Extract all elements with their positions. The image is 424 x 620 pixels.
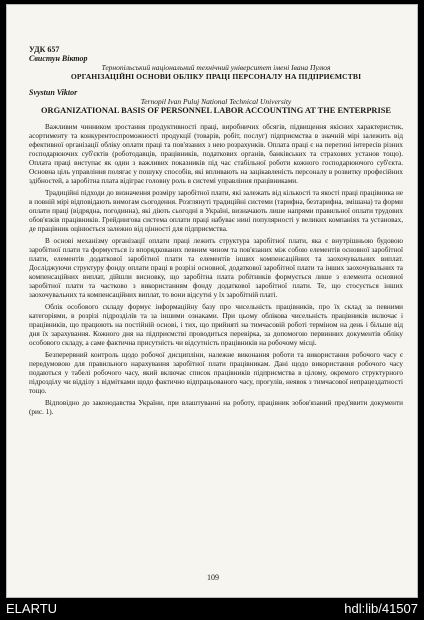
repository-name: ELARTU bbox=[6, 601, 58, 616]
paper-page bbox=[6, 4, 418, 598]
body-paragraph: Облік особового складу формує інформаційну базу про чисельність працівників, про їх склад за певними категоріями, в розрізі підрозділів та за іншими ознаками. При цьому облікова чисельність працівників включає і працівників, що працюють на постійній основі, і тих, що прийняті на тимчасовій роботі терміном на день і більше від дня їх зарахування. Кожного дня на підприємстві проводиться перевірка, за допомогою первинних документів обліку особового складу, а саме фактична присутність чи відсутність працівників на робочому місці. bbox=[29, 302, 403, 347]
body-paragraph: Відповідно до законодавства України, при влаштуванні на роботу, працівник зобов'язаний пред'явити документи (рис. 1). bbox=[29, 398, 403, 416]
title-en: ORGANIZATIONAL BASIS OF PERSONNEL LABOR ACCOUNTING AT THE ENTERPRISE bbox=[41, 106, 391, 115]
handle-id: hdl:lib/41507 bbox=[344, 601, 418, 616]
article-content bbox=[29, 45, 403, 417]
body-paragraph: Традиційні підходи до визначення розміру заробітної плати, які залежать від кількості та якості праці працівника не в повній мірі відповідають вимогам сьогодення. Розглянуті традиційні системи (тарифна, безтарифна, змішана) та форми оплати праці (відрядна, погодинна), які діють сьогодні в Україні, визначають лише напрями правильної оплати трудових обов'язків працівників. Грейдингова система оплати праці набуває нині популярності у великих компаніях та установах, де працівник оцінюється залежно від цінності для підприємства. bbox=[29, 188, 403, 233]
body-paragraph: Безперервний контроль щодо робочої дисципліни, належне виконання роботи та використання робочого часу є передумовою для правильного нарахування заробітної плати працівникам. Дані щодо використання робочого часу подаються у табелі робочого часу, який включає список працівників підприємства в цілому, окремого структурного підрозділу чи відділу з відмітками щодо фактично відпрацьованого часу, прогулів, неявок з тимчасової непрацездатності тощо. bbox=[29, 350, 403, 395]
body-paragraph: В основі механізму організації оплати праці лежить структура заробітної плати, яка є внутрішньою будовою заробітної плати та формується із впорядкованих певним чином та пов'язаних між собою елементів основної заробітної плати, елементів додаткової заробітної плати та елементів інших компенсаційних та заохочувальних виплат. Досліджуючи структуру фонду оплати праці в розрізі основної, додаткової заробітної плати та інших заохочувальних та компенсаційних виплат, дійшли висновку, що заробітна плата робітників формується лише з елемента основної заробітної плати та частково з використанням фонду додаткової заробітної плати. Те, що стосується інших заохочувальних та компенсаційних виплат, то вони відсутні у їх заробітній платі. bbox=[29, 236, 403, 299]
repository-footer bbox=[0, 598, 424, 620]
page-number: 109 bbox=[207, 573, 219, 582]
affiliation-uk: Тернопільський національний технічний університет імені Івана Пулюя bbox=[101, 63, 331, 72]
author-en: Svystun Viktor bbox=[29, 88, 78, 97]
affiliation-en: Ternopil Ivan Puluj National Technical University bbox=[140, 97, 292, 106]
udk-code: УДК 657 bbox=[29, 45, 60, 54]
title-uk: ОРГАНІЗАЦІЙНІ ОСНОВИ ОБЛІКУ ПРАЦІ ПЕРСОНАЛУ НА ПІДПРИЄМСТВІ bbox=[70, 72, 362, 81]
author-uk: Свистун Віктор bbox=[29, 54, 88, 63]
body-paragraph: Важливим чинником зростання продуктивності праці, виробничих обсягів, підвищення якісних характеристик, асортименту та конкурентоспроможності продукції (товарів, робіт, послуг) підприємства в значній мірі залежить від ефективної організації обліку оплати праці та пов'язаних з нею розрахунків. Оплата праці є на перетині інтересів різних господарюючих суб'єктів (роботодавців, працівників, податкових органів, банківських та страхових установ тощо). Оплата праці виступає як один з важливих показників під час стабільної роботи кожного господарюючого суб'єкта. Основна ціль управління полягає у пошуку способів, які впливають на зацікавленість персоналу в розвитку професійних здібностей, а заробітна плата відіграє головну роль в системі управління працівниками. bbox=[29, 122, 403, 185]
